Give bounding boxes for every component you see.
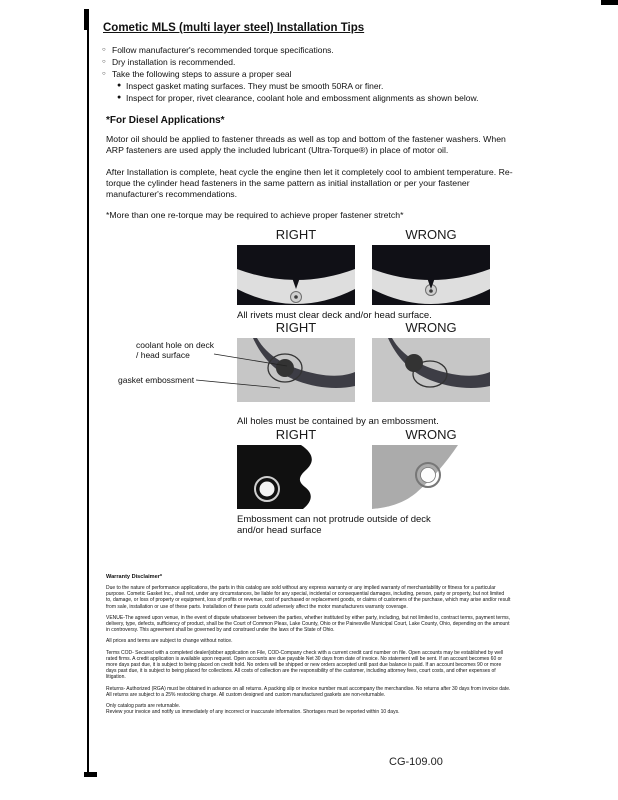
right-label: RIGHT: [275, 427, 317, 442]
tip-text: Take the following steps to assure a proper seal: [112, 69, 292, 79]
diesel-section: [106, 115, 518, 232]
warranty-paragraph: Review your invoice and notify us immediately of any incorrect or inaccurate information. Shortages must be reported within 10 days.: [106, 709, 400, 716]
wrong-label: WRONG: [405, 427, 457, 442]
rivet-wrong-image: [372, 245, 490, 305]
bullet-icon: ○: [102, 59, 106, 65]
embossment-right-image: [237, 445, 355, 509]
list-item: [102, 56, 542, 68]
rivet-right-image: [237, 245, 355, 305]
paragraph: After Installation is complete, heat cycle the engine then let it completely cool to ambient temperature. Re-torque the cylinder head fasteners in the same pattern as initial installation or per your fastener manufacturer's recommendations.: [106, 166, 513, 200]
diagram-caption-holes: All holes must be contained by an embossment.: [237, 416, 439, 427]
wrong-label: WRONG: [405, 320, 457, 335]
embossment-wrong-image: [372, 445, 490, 509]
right-label: RIGHT: [275, 320, 317, 335]
section-heading: *For Diesel Applications*: [106, 115, 225, 126]
warranty-paragraph: Returns- Authorized (RGA) must be obtained in advance on all returns. A packing slip or invoice number must accompany the merchandise. No returns after 30 days from invoice date. All returns are subject to a 25% restocking charge. All custom designed and custom manufactured gaskets are non-returnable.: [106, 685, 511, 698]
tip-text: Inspect for proper, rivet clearance, coolant hole and embossment alignments as shown below.: [126, 93, 479, 103]
callout-coolant-hole: coolant hole on deck / head surface: [136, 340, 214, 360]
left-edge-rule: [87, 9, 89, 777]
warranty-section: [106, 574, 511, 715]
bullet-icon: ○: [102, 47, 106, 53]
tips-list: [102, 44, 542, 104]
diagram-caption-rivets: All rivets must clear deck and/or head surface.: [237, 310, 432, 321]
diagram-row-embossment: [237, 427, 490, 509]
tip-text: Inspect gasket mating surfaces. They must be smooth 50RA or finer.: [126, 81, 384, 91]
warranty-paragraph: All prices and terms are subject to change without notice.: [106, 638, 233, 645]
list-item: [102, 68, 542, 80]
hole-wrong-image: [372, 338, 490, 402]
list-item: [117, 80, 542, 92]
list-item: [117, 92, 542, 104]
warranty-paragraph: Due to the nature of performance applications, the parts in this catalog are sold without any express warranty or any implied warranty of merchantability or fitness for a particular purpose. Cometic Gasket Inc., shall not, under any circumstances, be liable for any special, incidental or consequential damages, including, person, party or property, but not limited to, damage, or loss of property or equipment, loss of profits or revenue, cost of purchased or replacement goods, or claims of customers of the purchase, which may arise and/or result from sale, installation or use of these parts. Installation of these parts could adversely affect the motor manufacturers warranty coverage.: [106, 585, 511, 610]
tip-text: Follow manufacturer's recommended torque specifications.: [112, 45, 334, 55]
warranty-paragraph: Only catalog parts are returnable.: [106, 703, 181, 710]
diagram-row-rivets: [237, 227, 490, 305]
document-code: CG-109.00: [389, 756, 443, 768]
bullet-icon: ○: [102, 71, 106, 77]
warranty-heading: Warranty Disclaimer*: [106, 574, 163, 580]
list-item: [102, 44, 542, 56]
right-label: RIGHT: [275, 227, 317, 242]
paragraph: *More than one re-torque may be required to achieve proper fastener stretch*: [106, 210, 404, 221]
diagram-caption-embossment: Embossment can not protrude outside of deck and/or head surface: [237, 514, 431, 536]
warranty-paragraph: VENUE-The agreed upon venue, in the event of dispute whatsoever between the parties, whether instituted by either party, including, but not limited to, contract terms, payment terms, delivery, type, defects, sufficiency of product, shall be the Court of Common Pleas, Lake County, Ohio or the Painesville Municipal Court, Lake County, Ohio, depending on the amount in controversy. This agreement shall be governed by and construed under the laws of the State of Ohio.: [106, 614, 511, 634]
callout-gasket-embossment: gasket embossment: [118, 375, 195, 385]
sub-bullet-icon: ●: [117, 82, 122, 89]
page-title: Cometic MLS (multi layer steel) Installation Tips: [103, 22, 365, 34]
diagram-row-holes: [237, 320, 490, 402]
sub-bullet-icon: ●: [117, 94, 122, 101]
tip-text: Dry installation is recommended.: [112, 57, 236, 67]
hole-right-image: [237, 338, 355, 402]
crop-mark-bottom-left: [84, 772, 97, 777]
warranty-paragraph: Terms COD- Secured with a completed dealer/jobber application on File, COD-Company check with a current credit card number on file. Open accounts may be established by well rated firms. A credit application is available upon request. Open accounts are due payable Net 30 days from date of invoice. No statement will be sent. If an account becomes 60 or more days past due, it is subject to being placed on credit hold. No orders will be shipped or new orders accepted until past due balance is paid. If an account becomes 90 or more days past due, it is subject to being placed for collections. All costs of collection are the responsibility of the customer, including attorney fees, court costs, and other expenses of litigation.: [106, 649, 504, 681]
crop-mark-top-right: [601, 0, 618, 5]
wrong-label: WRONG: [405, 227, 457, 242]
paragraph: Motor oil should be applied to fastener threads as well as top and bottom of the fastener washers. When ARP fasteners are used apply the included lubricant (Ultra-Torque®) in place of motor oil.: [106, 134, 506, 156]
